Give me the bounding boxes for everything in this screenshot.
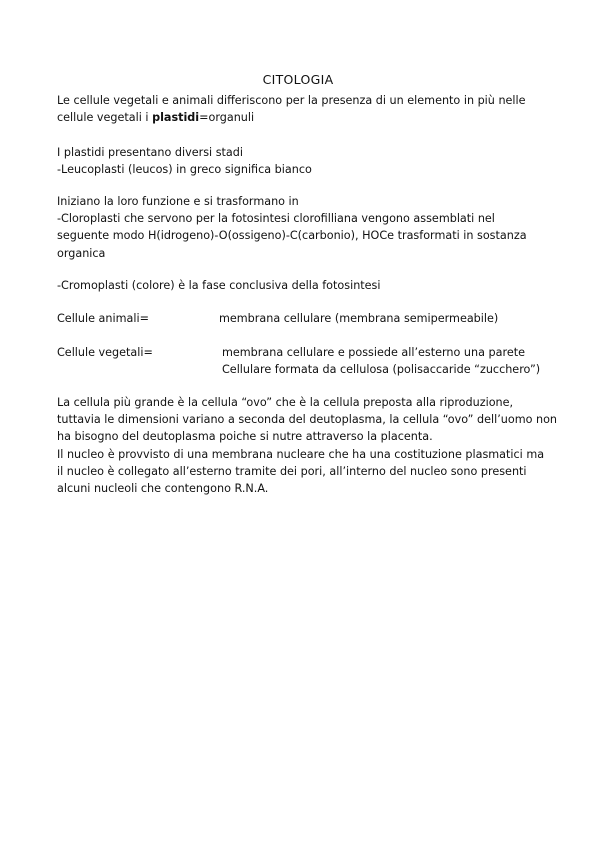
cellula-line-4: Il nucleo è provvisto di una membrana nucleare che ha una costituzione plasmatici ma <box>57 447 545 461</box>
cellule-vegetali-value-line-1: membrana cellulare e possiede all’esterno una parete <box>222 346 525 359</box>
cromoplasti-line-1: -Cromoplasti (colore) è la fase conclusiva della fotosintesi <box>57 279 381 292</box>
intro-line-2-post: =organuli <box>199 111 255 125</box>
intro-line-2 <box>57 109 547 126</box>
cellula-line-3: ha bisogno del deutoplasma poiche si nutre attraverso la placenta. <box>57 430 433 444</box>
cloroplasti-line-3: seguente modo H(idrogeno)-O(ossigeno)-C(carbonio), HOCe trasformati in sostanza <box>57 229 527 243</box>
plastidi-paragraph <box>57 144 547 178</box>
plastidi-term: plastidi <box>152 111 200 125</box>
cromoplasti-paragraph <box>57 277 547 294</box>
cellula-paragraph <box>57 394 558 497</box>
cloroplasti-line-4: organica <box>57 246 106 260</box>
intro-line-1: Le cellule vegetali e animali differiscono per la presenza di un elemento in più nelle <box>57 94 526 107</box>
intro-paragraph <box>57 92 547 126</box>
cellule-animali-value: membrana cellulare (membrana semipermeabile) <box>219 312 499 325</box>
cellule-vegetali-value-line-2: Cellulare formata da cellulosa (polisaccaride “zucchero”) <box>222 363 541 377</box>
cellule-animali-label: Cellule animali= <box>57 312 149 325</box>
cellula-line-1: La cellula più grande è la cellula “ovo” che è la cellula preposta alla riproduzione, <box>57 396 514 409</box>
page-title: CITOLOGIA <box>262 72 334 87</box>
cloroplasti-paragraph <box>57 193 547 262</box>
intro-line-2-pre: cellule vegetali i <box>57 111 153 125</box>
cellula-line-2: tuttavia le dimensioni variano a seconda del deutoplasma, la cellula “ovo” dell’uomo non <box>57 413 558 427</box>
cellula-line-6: alcuni nucleoli che contengono R.N.A. <box>57 482 269 496</box>
cellule-vegetali-value <box>222 344 540 378</box>
cellula-line-5: il nucleo è collegato all’esterno tramite dei pori, all’interno del nucleo sono presenti <box>57 464 527 478</box>
cellule-vegetali-label: Cellule vegetali= <box>57 346 153 359</box>
plastidi-line-2: -Leucoplasti (leucos) in greco significa bianco <box>57 163 312 177</box>
cloroplasti-line-1: Iniziano la loro funzione e si trasformano in <box>57 195 299 208</box>
plastidi-line-1: I plastidi presentano diversi stadi <box>57 146 243 159</box>
cloroplasti-line-2: -Cloroplasti che servono per la fotosintesi clorofilliana vengono assemblati nel <box>57 212 495 226</box>
